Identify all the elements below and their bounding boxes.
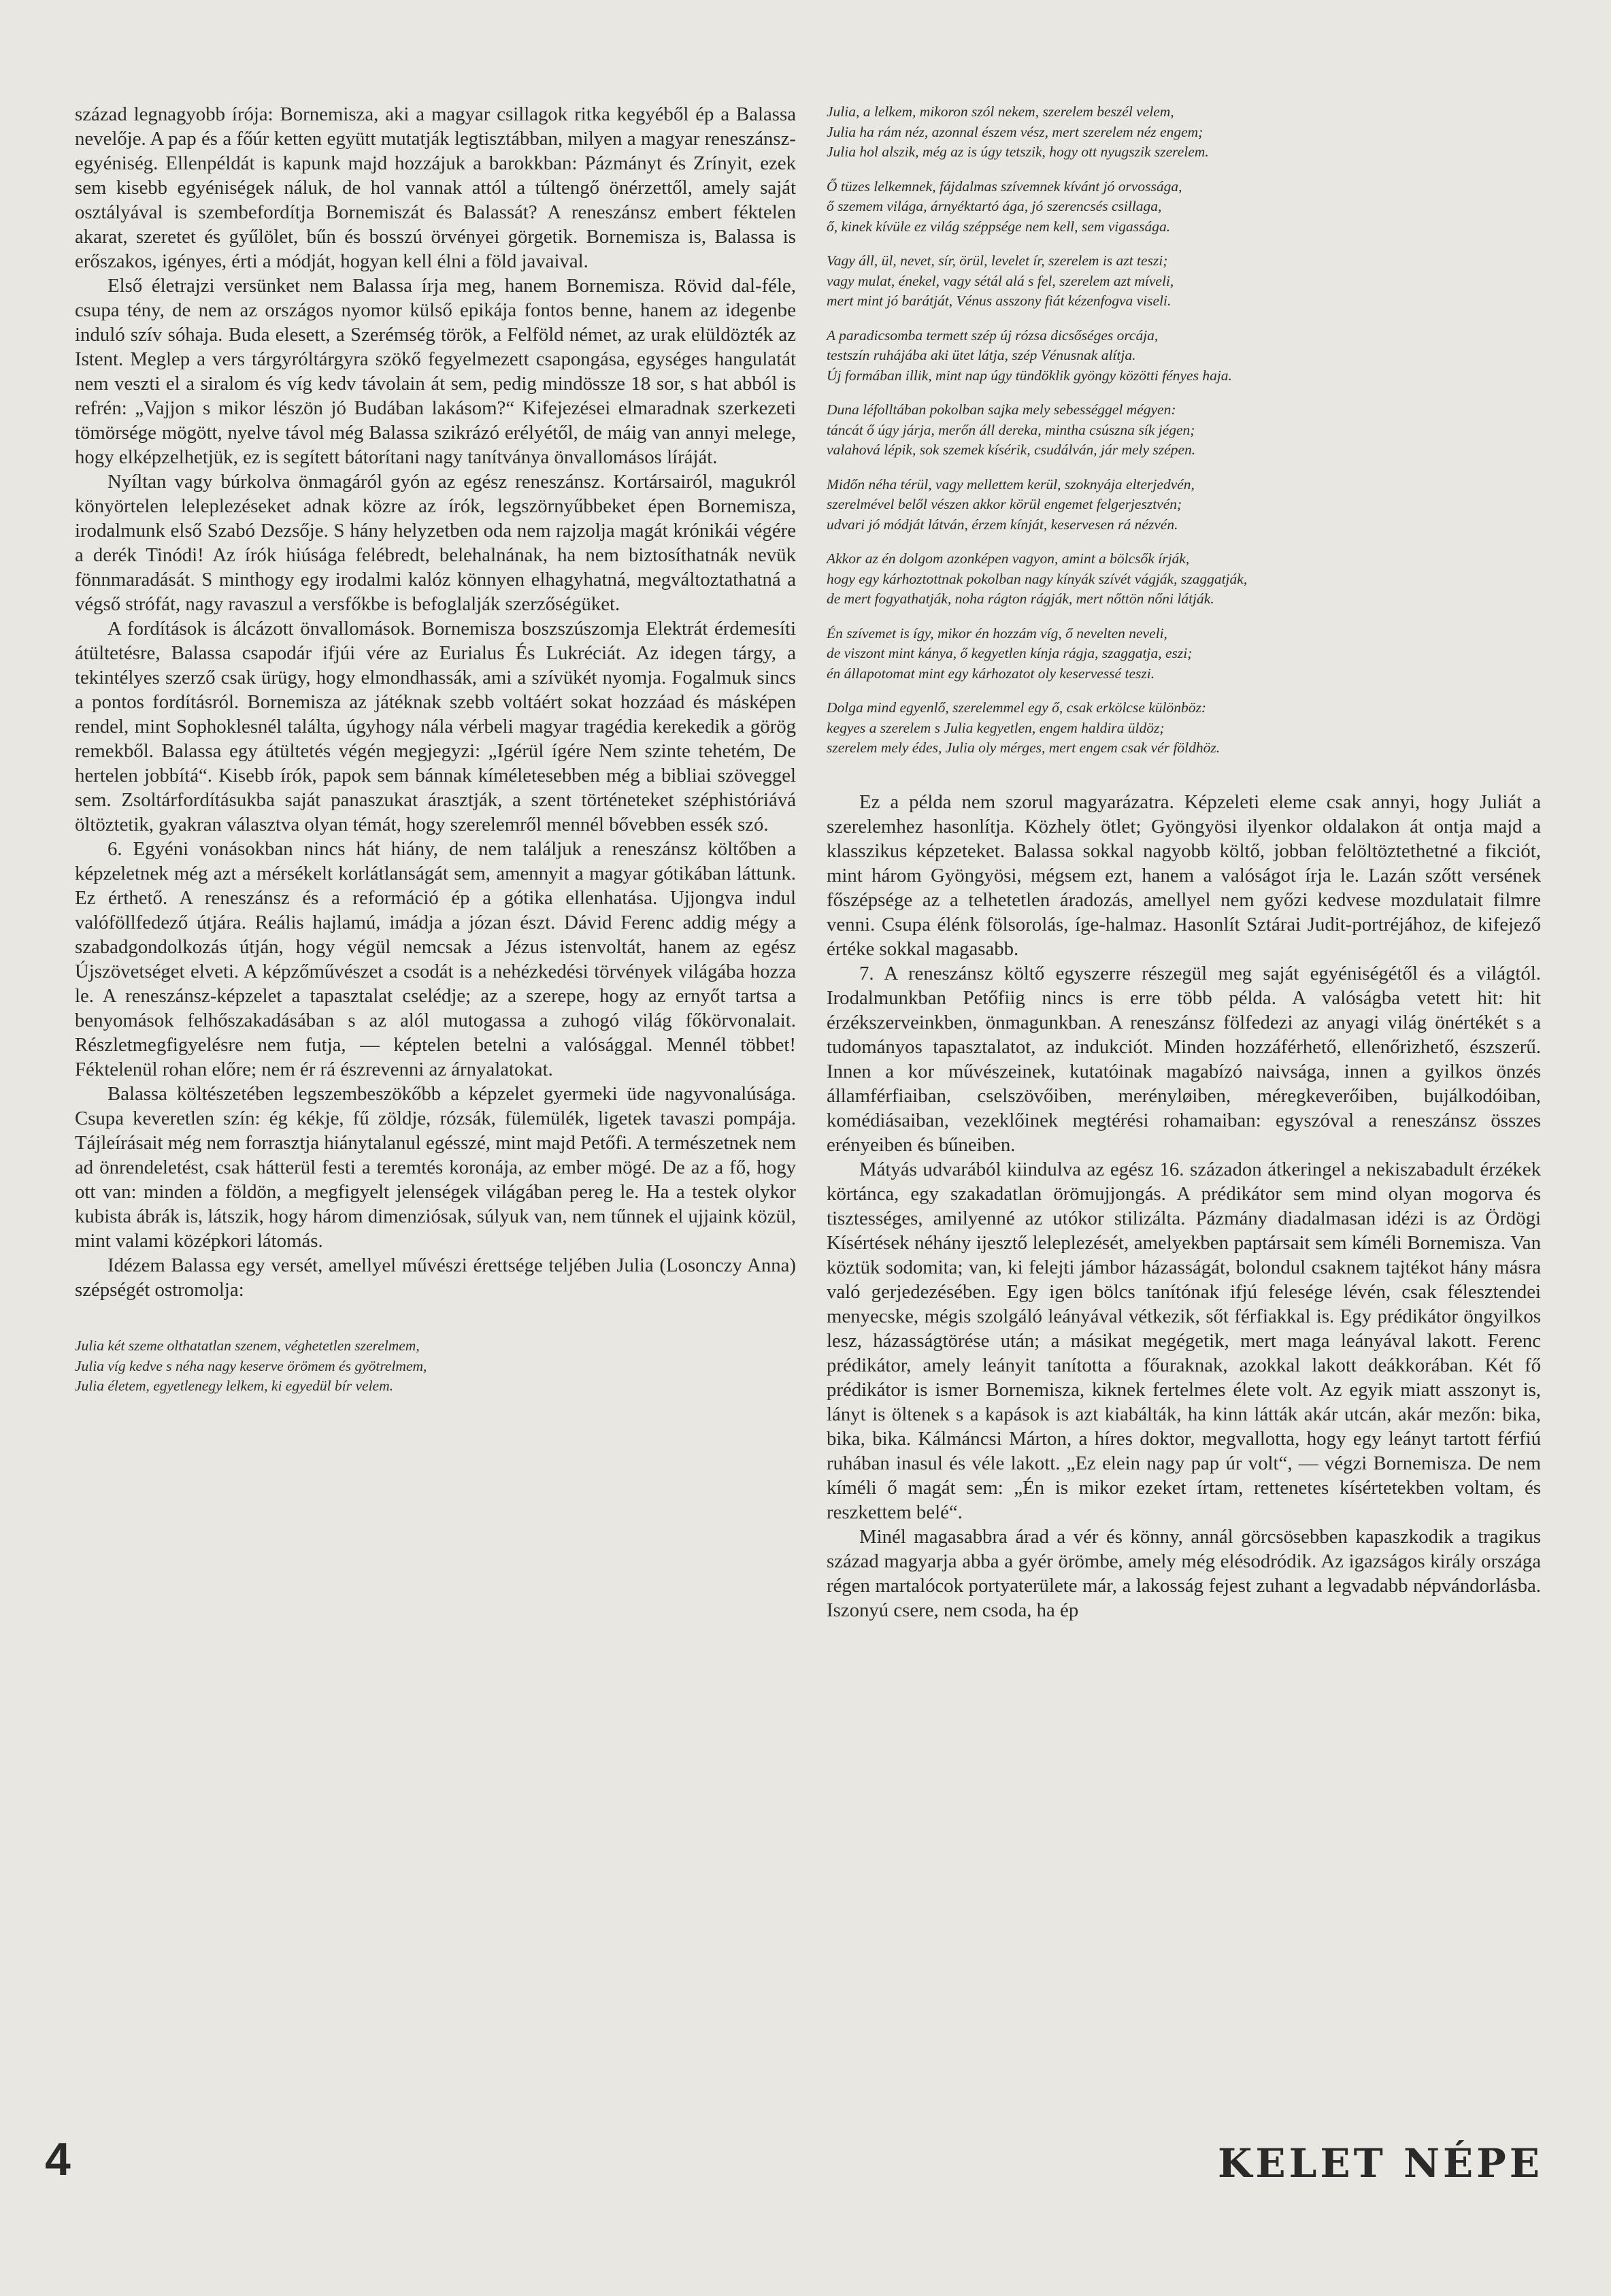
left-column — [75, 102, 796, 1397]
poem-line: Julia két szeme olthatatlan szenem, véghetetlen szerelmem, — [75, 1337, 420, 1354]
journal-title: KELET NÉPE — [1217, 2140, 1543, 2186]
body-paragraph: Mátyás udvarából kiindulva az egész 16. századon átkeringel a nekiszabadult érzékek körtánca, egy szakadatlan örömujjongás. A prédikátor sem mind olyan mogorva és tisztességes, amilyenné az utókor stilizálta. Pázmány diadalmasan idézi is az Ördögi Kísértések néhány ijesztő leleplezését, amelyekben paptársait sem kíméli Bornemisza. Van köztük sodomita; van, ki felejti jámbor házasságát, bolondul csaknem tajtékot hány másra való gerjedezésében. Egy igen bölcs tanítónak ifjú felesége lévén, csak félesztendei menyecske, mégis szolgáló leányával vétkezik, sőt férfiakkal is. Egy prédikátor öngyilkos lesz, házasságtörése után; a másikat megégetik, mert maga leányával lakott. Ferenc prédikátor, amely leányit tanította a főuraknak, azokkal lakott deákkorában. Két fő prédikátor is ismer Bornemisza, kiknek fertelmes élete volt. Az egyik miatt asszonyt is, lányt is öltenek s a kapások is azt kiabálták, ha kinn látták akár utcán, akár mezőn: bika, bika, bika. Kálmáncsi Márton, a híres doktor, megvallotta, hogy egy leányt tartott férfiú ruhában inasul és véle lakott. „Ez elein nagy pap úr volt“, — végzi Bornemisza. De nem kíméli ő magát sem: „Én is mikor ezeket írtam, rettenetes kísértetekben voltam, és reszkettem belé“. — [827, 1158, 1541, 1523]
poem-stanza — [827, 475, 1541, 535]
poem-line: de mert fogyathatják, noha rágton rágják, mert nőttön nőni látják. — [827, 590, 1214, 607]
poem-line: mert mint jó barátját, Vénus asszony fiát kézenfogva viseli. — [827, 293, 1172, 309]
poem-line: valahová lépik, sok szemek kísérik, csudálván, jár mely szépen. — [827, 442, 1196, 458]
poem-line: Új formában illik, mint nap úgy tündöklik gyöngy közötti fényes haja. — [827, 367, 1232, 384]
right-column — [827, 102, 1541, 1623]
poem-stanza — [827, 326, 1541, 386]
poem-line: testszín ruhájába aki ütet látja, szép Vénusnak alítja. — [827, 347, 1136, 363]
poem-line: Akkor az én dolgom azonképen vagyon, amint a bölcsők írják, — [827, 550, 1190, 567]
poem-line: szerelem mely édes, Julia oly mérges, mert engem csak vér földhöz. — [827, 739, 1220, 756]
poem-line: Julia víg kedve s néha nagy keserve örömem és gyötrelmem, — [75, 1357, 427, 1374]
body-paragraph: Nyíltan vagy búrkolva önmagáról gyón az egész reneszánsz. Kortársairól, magukról könyörtelen leleplezéseket adnak közre az írók, legszörnyűbbeket épen Bornemisza, irodalmunk első Szabó Dezsője. S hány helyzetben oda nem rajzolja magát krónikái végére a derék Tinódi! Az írók hiúsága felébredt, belehalnának, ha nem biztosíthatnák nevük fönnmaradását. S minthogy egy irodalmi kalóz könnyen elhagyhatná, megváltoztathatná a végső strófát, nagy ravaszul a versfőkbe is befoglalják szerzőségüket. — [75, 471, 796, 615]
poem-line: táncát ő úgy járja, merőn áll dereka, mintha csúszna sík jégen; — [827, 421, 1195, 438]
poem-line: ő szemem világa, árnyéktartó ága, jó szerencsés csillaga, — [827, 198, 1162, 214]
poem-line: Duna léfolltában pokolban sajka mely sebességgel mégyen: — [827, 401, 1176, 418]
body-paragraph: Minél magasabbra árad a vér és könny, annál görcsösebben kapaszkodik a tragikus század magyarja abba a gyér örömbe, amely még elésodródik. Az igazságos király országa régen martalócok portyaterülete már, a lakosság fejest zuhant a legvadabb népvándorlásba. Iszonyú csere, nem csoda, ha ép — [827, 1525, 1541, 1621]
poem-line: Vagy áll, ül, nevet, sír, örül, levelet ír, szerelem is azt teszi; — [827, 252, 1168, 269]
poem-line: Julia ha rám néz, azonnal észem vész, mert szerelem néz engem; — [827, 123, 1203, 140]
poem-line: hogy egy kárhoztottnak pokolban nagy kínyák szívét vágják, szaggatják, — [827, 570, 1248, 587]
poem-stanza — [827, 177, 1541, 237]
poem-line: Julia életem, egyetlenegy lelkem, ki egyedül bír velem. — [75, 1378, 393, 1394]
poem-stanza — [827, 102, 1541, 163]
poem-line: Én szívemet is így, mikor én hozzám víg, ő nevelten neveli, — [827, 625, 1167, 642]
body-paragraph: Ez a példa nem szorul magyarázatra. Képzeleti eleme csak annyi, hogy Juliát a szerelemhez hasonlítja. Közhely ötlet; Gyöngyösi ilyenkor oldalakon át ontja majd a klasszikus képzeteket. Balassa sokkal nagyobb költő, jobban felöltöztethetné a fikciót, mint három Gyöngyösi, mégsem ezt, hanem a valóságot írja le. Lazán szőtt versének főszépsége az a telhetetlen áradozás, amellyel nem győzi kedvese mozdulatait filmre venni. Csupa élénk fölsorolás, íge-halmaz. Hasonlít Sztárai Judit-portréjához, de kifejező értéke sokkal magasabb. — [827, 791, 1541, 960]
poem-stanza — [827, 251, 1541, 312]
poem-stanza — [827, 400, 1541, 461]
poem-stanza — [827, 549, 1541, 610]
body-paragraph: Idézem Balassa egy versét, amellyel művészi érettsége teljében Julia (Losonczy Anna) szépségét ostromolja: — [75, 1254, 796, 1301]
poem-line: kegyes a szerelem s Julia kegyetlen, engem haldira üldöz; — [827, 719, 1165, 736]
section-7-paragraph: 7. A reneszánsz költő egyszerre részegül meg saját egyéniségétől és a világtól. Irodalmunkban Petőfiig nincs is erre több példa. A valóságba vetett hit: hit érzékszerveinkben, önmagunkban. A reneszánsz fölfedezi az anyagi világ önértékét s a tudományos tapasztalatot, az indukciót. Minden hozzáférhető, ellenőrizhető, észszerű. Innen a kor művészeinek, kutatóinak magabízó naivsága, innen a gyilkos önzés államférfiaiban, cselszövőiben, merényløiben, méregkeverőiben, bujálkodóiban, komédiásaiban, vezeklőinek megtérési rohamaiban: egyszóval a reneszánsz összes erényeiben és bűneiben. — [827, 962, 1541, 1156]
poem-line: de viszont mint kánya, ő kegyetlen kínja rágja, szaggatja, eszi; — [827, 645, 1193, 661]
poem-line: Ő tüzes lelkemnek, fájdalmas szívemnek kívánt jó orvossága, — [827, 178, 1182, 195]
poem-excerpt — [75, 1336, 796, 1397]
poem-continuation — [827, 102, 1541, 759]
poem-line: A paradicsomba termett szép új rózsa dicsőséges orcája, — [827, 327, 1159, 344]
poem-line: ő, kinek kívüle ez világ széppsége nem kell, sem vigassága. — [827, 218, 1171, 235]
section-6-paragraph: 6. Egyéni vonásokban nincs hát hiány, de nem találjuk a reneszánsz költőben a képzeletnek még azt a mérsékelt korlátlanságát sem, amennyit a magyar gótikában láttunk. Ez érthető. A reneszánsz és a reformáció ép a gótika ellenhatása. Ujjongva indul valóföllfedező útjára. Reális hajlamú, imádja a józan észt. Dávid Ferenc addig mégy a szabadgondolkozás útján, hogy végül nemcsak a Jézus istenvoltát, hanem az egész Újszövetséget elveti. A képzőművészet a csodát is a nehézkedési törvények világába hozza le. A reneszánsz-képzelet a tapasztalat cselédje; az a szerepe, hogy az ernyőt tartsa a benyomások felhőszakadásában s az alól mutogassa a zuhogó világ főkörvonalait. Részletmegfigyelésre nem futja, — képtelen betelni a valósággal. Mennél többet! Féktelenül rohan előre; nem ér rá észrevenni az árnyalatokat. — [75, 838, 796, 1080]
poem-line: Dolga mind egyenlő, szerelemmel egy ő, csak erkölcse különböz: — [827, 699, 1207, 716]
poem-line: Midőn néha térül, vagy mellettem kerül, szoknyája elterjedvén, — [827, 476, 1195, 493]
poem-stanza — [827, 624, 1541, 684]
body-paragraph: Első életrajzi versünket nem Balassa írja meg, hanem Bornemisza. Rövid dal-féle, csupa tény, de nem az országos nyomor külső epikája fontos benne, hanem az idegenbe induló szív sóhaja. Buda elesett, a Szerémség török, a Felföld német, az urak elüldözték az Istent. Meglep a vers tárgyróltárgyra szökő fegyelmezett csapongása, egységes hangulatát nem veszti el a siralom és víg kedv távolain át sem, pedig mindössze 18 sor, s hat abból is refrén: „Vajjon s mikor lészön jó Budában lakásom?“ Kifejezései elmaradnak szerkezeti tömörsége mögött, nyelve távol még Balassa szikrázó erélyétől, de máig van annyi melege, hogy elképzelhetjük, ez is segített bátorítani nagy tanítványa önvallomásos líráját. — [75, 275, 796, 468]
body-paragraph: A fordítások is álcázott önvallomások. Bornemisza boszszúszomja Elektrát érdemesíti átültetésre, Balassa csapodár ifjúi vére az Eurialus És Lukréciát. Az idegen tárgy, a tekintélyes szerző csak ürügy, hogy elmondhassák, ami a szívükét nyomja. Fogalmuk sincs a pontos fordításról. Bornemisza az játéknak szebb voltáért sokat hozzáad és másképen rendel, mint Sophoklesnél találta, úgyhogy nála vérbeli magyar tragédia kerekedik a görög remekből. Balassa egy átültetés végén megjegyzi: „Igérül ígére Nem szinte tehetém, De hertelen jobbítá“. Kisebb írók, papok sem bánnak kíméletesebben még a bibliai szöveggel sem. Zsoltárfordításukba saját panaszukat árasztják, a szent történeteket széphistóriává öltöztetik, gyakran választva olyan témát, hogy szerelemről mennél bővebben essék szó. — [75, 618, 796, 835]
poem-stanza — [827, 698, 1541, 759]
poem-line: Julia hol alszik, még az is úgy tetszik, hogy ott nyugszik szerelem. — [827, 144, 1209, 160]
poem-line: szerelmével belől vészen akkor körül engemet felgerjesztvén; — [827, 496, 1182, 512]
body-paragraph: Balassa költészetében legszembeszökőbb a képzelet gyermeki üde nagyvonalúsága. Csupa keveretlen szín: ég kékje, fű zöldje, rózsák, fülemülék, ligetek tavaszi pompája. Tájleírásait még nem forrasztja hiánytalanul egésszé, mint majd Petőfi. A természetnek nem ad önrendeletést, csak hátterül festi a teremtés koronája, az ember mögé. De az a fő, hogy ott van: minden a földön, a megfigyelt jelenségek világában pereg le. Ha a testek olykor kubista ábrák is, látszik, hogy három dimenziósak, súlyuk van, nem tűnnek el ujjaink közül, mint valami középkori látomás. — [75, 1083, 796, 1252]
poem-line: Julia, a lelkem, mikoron szól nekem, szerelem beszél velem, — [827, 103, 1174, 120]
body-paragraph: század legnagyobb írója: Bornemisza, aki a magyar csillagok ritka kegyéből ép a Balassa nevelője. A pap és a főúr ketten együtt mutatják legtisztábban, milyen a magyar reneszánsz-egyéniség. Ellenpéldát is kapunk majd hozzájuk a barokkban: Pázmányt és Zrínyit, ezek sem kisebb egyéniségek náluk, de hol vannak attól a túltengő önérzettől, amely saját osztályával is szembefordítja Bornemiszát és Balassát? A reneszánsz embert féktelen akarat, szeretet és gyűlölet, bűn és bosszú örvényei görgetik. Bornemisza is, Balassa is erőszakos, igényes, érti a módját, hogyan kell élni a föld javaival. — [75, 103, 796, 272]
page-number: 4 — [45, 2133, 71, 2185]
poem-line: én állapotomat mint egy kárhozatot oly keservessé teszi. — [827, 665, 1155, 682]
poem-line: vagy mulat, énekel, vagy sétál alá s fel, szerelem azt míveli, — [827, 272, 1174, 289]
poem-line: udvari jó módját látván, érzem kínját, keservesen rá nézvén. — [827, 516, 1178, 533]
